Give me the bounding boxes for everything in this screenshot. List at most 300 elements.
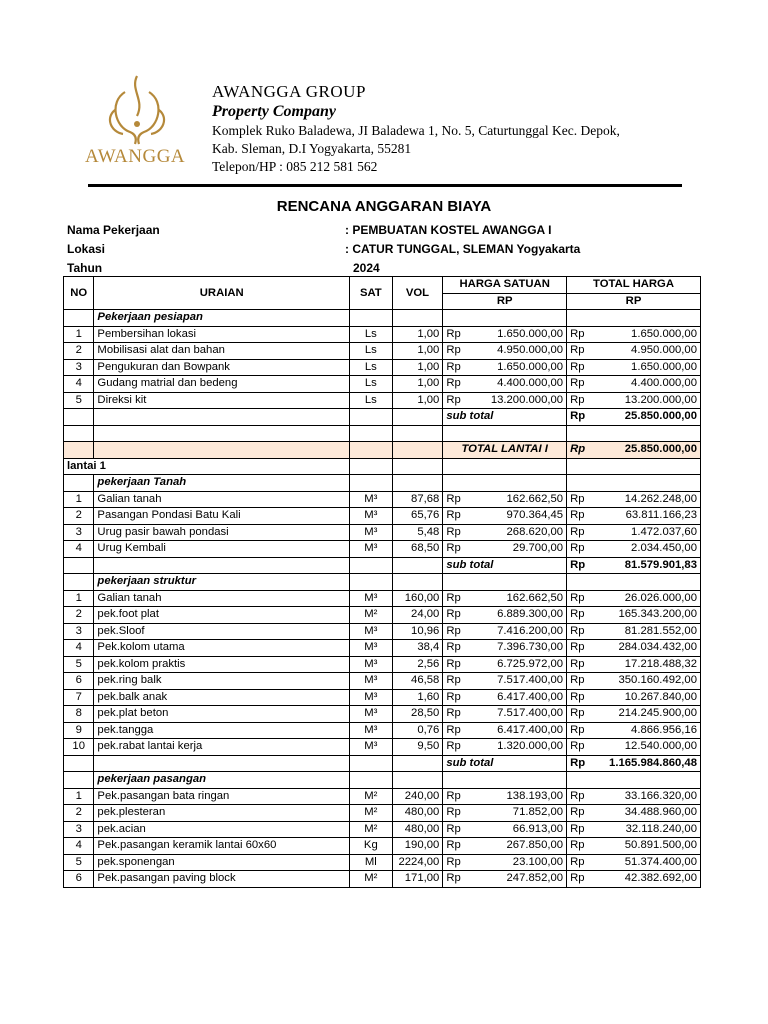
cell-sat: M² [350,871,393,888]
logo-wordmark: AWANGGA [85,146,186,167]
cell-sat: M³ [350,491,393,508]
cell-sat [350,475,393,492]
cell-total-harga: 14.262.248,00 [589,491,701,508]
cell-vol: 1,00 [392,326,443,343]
table-row [64,425,701,442]
company-subtitle: Property Company [212,103,336,120]
header-total-harga: TOTAL HARGA [567,277,701,294]
cell-harga-satuan: 162.662,50 [465,491,566,508]
cell-harga-satuan: 13.200.000,00 [465,392,566,409]
table-row [64,590,701,607]
cell-no: 5 [64,854,94,871]
cell-sat: Ls [350,343,393,360]
cell-no: 6 [64,871,94,888]
table-row [64,838,701,855]
cell-harga-satuan: 162.662,50 [465,590,566,607]
cell-sat [350,557,393,574]
cell-rp: Rp [567,722,589,739]
header-divider [88,184,682,187]
table-row [64,772,701,789]
cell-sat: M² [350,788,393,805]
cell-vol [392,574,443,591]
cell-vol: 1,00 [392,343,443,360]
cell-uraian: Pasangan Pondasi Batu Kali [94,508,350,525]
document-title: RENCANA ANGGARAN BIAYA [276,198,492,215]
cell-vol: 1,00 [392,392,443,409]
cell-sat: M³ [350,739,393,756]
cell-vol: 171,00 [392,871,443,888]
cell-vol [392,772,443,789]
cell-harga-satuan: 23.100,00 [465,854,566,871]
cell-vol [392,409,443,426]
cell-rp: Rp [443,640,465,657]
cell-harga-satuan [443,475,567,492]
table-row [64,805,701,822]
cell-harga-satuan: 29.700,00 [465,541,566,558]
cell-harga-satuan: 7.517.400,00 [465,706,566,723]
cell-vol: 65,76 [392,508,443,525]
cell-rp: Rp [567,673,589,690]
cell-no: 1 [64,590,94,607]
cell-harga-satuan: 970.364,45 [465,508,566,525]
cell-rp: Rp [443,805,465,822]
cell-harga-satuan [443,425,567,442]
cell-sat: Ls [350,376,393,393]
table-row [64,722,701,739]
cell-no [64,475,94,492]
cell-rp: Rp [567,326,589,343]
cell-uraian [94,755,350,772]
cell-uraian: Pek.pasangan bata ringan [94,788,350,805]
cell-total-harga: 34.488.960,00 [589,805,701,822]
cell-vol: 190,00 [392,838,443,855]
cell-rp: Rp [443,706,465,723]
cell-no: 3 [64,359,94,376]
cell-rp: Rp [443,689,465,706]
cell-sat: M² [350,821,393,838]
cell-total-harga [567,475,701,492]
cell-sat [350,755,393,772]
subtotal-label: sub total [443,557,567,574]
cell-harga-satuan: 6.725.972,00 [465,656,566,673]
cell-rp: Rp [567,739,589,756]
cell-sat: Ml [350,854,393,871]
table-row [64,607,701,624]
cell-rp: Rp [567,755,589,772]
cell-total-harga: 1.650.000,00 [589,326,701,343]
cell-uraian [94,409,350,426]
section-title: pekerjaan pasangan [94,772,350,789]
cell-no: 4 [64,838,94,855]
cell-no: 1 [64,788,94,805]
cell-rp: Rp [443,359,465,376]
cell-rp: Rp [567,706,589,723]
table-row [64,359,701,376]
cell-total-harga: 26.026.000,00 [589,590,701,607]
cell-uraian: pek.acian [94,821,350,838]
grand-total-value: 25.850.000,00 [589,442,701,459]
cell-no: 5 [64,392,94,409]
cell-uraian: pek.plat beton [94,706,350,723]
cell-no [64,409,94,426]
table-row [64,541,701,558]
cell-uraian: pek.balk anak [94,689,350,706]
cell-vol: 10,96 [392,623,443,640]
cell-harga-satuan: 6.417.400,00 [465,689,566,706]
cell-sat [350,574,393,591]
cell-no: 3 [64,524,94,541]
cell-vol: 87,68 [392,491,443,508]
cell-total-harga: 17.218.488,32 [589,656,701,673]
cell-uraian: pek.rabat lantai kerja [94,739,350,756]
cell-total-harga: 2.034.450,00 [589,541,701,558]
cell-harga-satuan: 7.517.400,00 [465,673,566,690]
cell-vol: 1,00 [392,359,443,376]
cell-rp: Rp [443,673,465,690]
cell-sat: M³ [350,623,393,640]
cell-sat: M³ [350,656,393,673]
cell-uraian: Pengukuran dan Bowpank [94,359,350,376]
cell-uraian: pek.Sloof [94,623,350,640]
cell-no [64,425,94,442]
cell-vol: 68,50 [392,541,443,558]
cell-uraian: Pek.pasangan keramik lantai 60x60 [94,838,350,855]
table-row [64,739,701,756]
cell-rp: Rp [567,541,589,558]
table-row [64,854,701,871]
cell-total-harga: 32.118.240,00 [589,821,701,838]
cell-uraian: Direksi kit [94,392,350,409]
cell-harga-satuan [443,574,567,591]
cell-total-harga: 33.166.320,00 [589,788,701,805]
cell-no: 4 [64,376,94,393]
meta-value: : PEMBUATAN KOSTEL AWANGGA I [345,223,552,237]
cell-uraian: Galian tanah [94,491,350,508]
cell-rp: Rp [567,590,589,607]
table-row [64,755,701,772]
table-row [64,508,701,525]
budget-table-body [64,310,701,888]
cell-harga-satuan: 66.913,00 [465,821,566,838]
subtotal-label: sub total [443,409,567,426]
cell-harga-satuan: 4.400.000,00 [465,376,566,393]
cell-rp: Rp [567,442,589,459]
cell-uraian: Mobilisasi alat dan bahan [94,343,350,360]
cell-total-harga [567,574,701,591]
table-row [64,475,701,492]
cell-sat [350,442,393,459]
cell-vol: 480,00 [392,805,443,822]
meta-label: Lokasi [67,242,106,256]
grand-total-label: TOTAL LANTAI I [443,442,567,459]
cell-sat: Ls [350,392,393,409]
cell-total-harga: 51.374.400,00 [589,854,701,871]
cell-rp: Rp [567,871,589,888]
cell-no: 5 [64,656,94,673]
cell-total-harga [567,425,701,442]
cell-uraian: Urug Kembali [94,541,350,558]
cell-uraian: Pek.kolom utama [94,640,350,657]
cell-harga-satuan: 138.193,00 [465,788,566,805]
cell-harga-satuan: 1.650.000,00 [465,359,566,376]
table-row [64,343,701,360]
cell-sat: M³ [350,706,393,723]
cell-vol [392,310,443,327]
cell-uraian: pek.plesteran [94,805,350,822]
cell-total-harga: 214.245.900,00 [589,706,701,723]
cell-rp: Rp [567,838,589,855]
header-no: NO [64,277,94,310]
cell-vol [392,442,443,459]
cell-uraian: pek.ring balk [94,673,350,690]
table-row [64,574,701,591]
company-phone: Telepon/HP : 085 212 581 562 [212,159,378,174]
subtotal-label: sub total [443,755,567,772]
header-vol: VOL [392,277,443,310]
cell-no [64,310,94,327]
meta-label: Tahun [67,261,103,275]
cell-rp: Rp [443,722,465,739]
cell-vol: 1,00 [392,376,443,393]
cell-vol: 1,60 [392,689,443,706]
cell-rp: Rp [567,788,589,805]
cell-no: 9 [64,722,94,739]
cell-total-harga [567,458,701,475]
cell-sat: Ls [350,326,393,343]
cell-harga-satuan [443,772,567,789]
cell-total-harga: 1.650.000,00 [589,359,701,376]
cell-no [64,755,94,772]
cell-rp: Rp [443,491,465,508]
header-uraian: URAIAN [94,277,350,310]
budget-table [63,276,701,888]
cell-no: 2 [64,805,94,822]
cell-rp: Rp [567,623,589,640]
table-row [64,392,701,409]
cell-vol: 38,4 [392,640,443,657]
cell-rp: Rp [443,838,465,855]
cell-sat: M³ [350,673,393,690]
cell-vol: 9,50 [392,739,443,756]
cell-vol [392,458,443,475]
subtotal-value: 81.579.901,83 [589,557,701,574]
cell-uraian [94,425,350,442]
cell-rp: Rp [567,854,589,871]
cell-total-harga: 10.267.840,00 [589,689,701,706]
cell-uraian: Urug pasir bawah pondasi [94,524,350,541]
cell-no: 10 [64,739,94,756]
cell-total-harga: 81.281.552,00 [589,623,701,640]
cell-rp: Rp [443,788,465,805]
cell-vol: 240,00 [392,788,443,805]
cell-total-harga [567,310,701,327]
cell-uraian: pek.kolom praktis [94,656,350,673]
cell-rp: Rp [567,409,589,426]
cell-vol: 24,00 [392,607,443,624]
cell-rp: Rp [567,607,589,624]
company-name: AWANGGA GROUP [212,82,366,101]
letterhead [75,72,695,182]
meta-row [67,242,581,256]
cell-uraian: pek.foot plat [94,607,350,624]
cell-rp: Rp [567,524,589,541]
cell-rp: Rp [443,656,465,673]
cell-sat: M² [350,805,393,822]
cell-uraian: pek.sponengan [94,854,350,871]
meta-row [67,223,552,237]
company-logo [75,72,200,182]
cell-sat: Ls [350,359,393,376]
cell-uraian [94,557,350,574]
table-row [64,689,701,706]
cell-harga-satuan: 268.620,00 [465,524,566,541]
meta-row [67,261,380,275]
table-row [64,557,701,574]
cell-vol [392,475,443,492]
cell-sat [350,310,393,327]
cell-vol [392,425,443,442]
header-sat: SAT [350,277,393,310]
cell-harga-satuan [443,458,567,475]
cell-harga-satuan: 6.417.400,00 [465,722,566,739]
cell-rp: Rp [443,821,465,838]
cell-rp: Rp [443,854,465,871]
cell-vol: 480,00 [392,821,443,838]
table-row [64,409,701,426]
cell-total-harga: 13.200.000,00 [589,392,701,409]
table-row [64,623,701,640]
cell-no [64,772,94,789]
cell-harga-satuan: 1.320.000,00 [465,739,566,756]
cell-harga-satuan [443,310,567,327]
floor-title: lantai 1 [64,458,350,475]
cell-vol: 2,56 [392,656,443,673]
cell-no: 2 [64,508,94,525]
meta-value: 2024 [353,261,380,275]
cell-rp: Rp [567,491,589,508]
cell-sat [350,425,393,442]
cell-total-harga: 284.034.432,00 [589,640,701,657]
header-rp: RP [443,293,567,310]
company-address-2: Kab. Sleman, D.I Yogyakarta, 55281 [212,141,412,156]
cell-no: 8 [64,706,94,723]
cell-sat: M³ [350,524,393,541]
cell-total-harga: 350.160.492,00 [589,673,701,690]
cell-no [64,442,94,459]
subtotal-value: 1.165.984.860,48 [589,755,701,772]
cell-vol: 0,76 [392,722,443,739]
cell-sat: Kg [350,838,393,855]
cell-rp: Rp [443,871,465,888]
table-row [64,640,701,657]
table-row [64,524,701,541]
cell-total-harga: 4.950.000,00 [589,343,701,360]
cell-harga-satuan: 7.396.730,00 [465,640,566,657]
cell-rp: Rp [443,524,465,541]
cell-vol: 5,48 [392,524,443,541]
cell-sat [350,772,393,789]
cell-no: 3 [64,623,94,640]
table-row [64,326,701,343]
cell-rp: Rp [443,343,465,360]
company-address-1: Komplek Ruko Baladewa, JI Baladewa 1, No. 5, Caturtunggal Kec. Depok, [212,123,620,138]
cell-no [64,557,94,574]
cell-rp: Rp [443,392,465,409]
cell-rp: Rp [567,508,589,525]
cell-no: 6 [64,673,94,690]
cell-vol: 2224,00 [392,854,443,871]
cell-sat [350,409,393,426]
cell-harga-satuan: 7.416.200,00 [465,623,566,640]
meta-label: Nama Pekerjaan [67,223,160,237]
cell-total-harga: 4.866.956,16 [589,722,701,739]
cell-sat: M² [350,607,393,624]
cell-uraian: Gudang matrial dan bedeng [94,376,350,393]
cell-total-harga [567,772,701,789]
cell-rp: Rp [567,376,589,393]
table-row [64,788,701,805]
cell-uraian: pek.tangga [94,722,350,739]
section-title: pekerjaan Tanah [94,475,350,492]
table-row [64,656,701,673]
cell-harga-satuan: 267.850,00 [465,838,566,855]
table-row [64,310,701,327]
section-title: pekerjaan struktur [94,574,350,591]
cell-harga-satuan: 71.852,00 [465,805,566,822]
cell-no: 2 [64,343,94,360]
cell-rp: Rp [567,557,589,574]
cell-no [64,574,94,591]
cell-rp: Rp [443,607,465,624]
table-row [64,442,701,459]
table-row [64,491,701,508]
cell-uraian: Galian tanah [94,590,350,607]
header-harga-satuan: HARGA SATUAN [443,277,567,294]
cell-sat: M³ [350,689,393,706]
cell-uraian [94,442,350,459]
cell-sat [350,458,393,475]
cell-rp: Rp [443,376,465,393]
cell-sat: M³ [350,590,393,607]
cell-vol: 46,58 [392,673,443,690]
cell-no: 2 [64,607,94,624]
cell-harga-satuan: 247.852,00 [465,871,566,888]
table-row [64,706,701,723]
cell-rp: Rp [443,623,465,640]
cell-harga-satuan: 4.950.000,00 [465,343,566,360]
cell-rp: Rp [567,689,589,706]
cell-rp: Rp [567,805,589,822]
table-row [64,871,701,888]
cell-total-harga: 42.382.692,00 [589,871,701,888]
table-row [64,458,701,475]
cell-vol: 28,50 [392,706,443,723]
cell-rp: Rp [443,541,465,558]
cell-sat: M³ [350,541,393,558]
header-rp: RP [567,293,701,310]
cell-harga-satuan: 6.889.300,00 [465,607,566,624]
cell-sat: M³ [350,722,393,739]
cell-total-harga: 12.540.000,00 [589,739,701,756]
table-row [64,673,701,690]
cell-rp: Rp [567,656,589,673]
subtotal-value: 25.850.000,00 [589,409,701,426]
cell-no: 4 [64,541,94,558]
cell-total-harga: 4.400.000,00 [589,376,701,393]
cell-harga-satuan: 1.650.000,00 [465,326,566,343]
cell-vol [392,755,443,772]
cell-no: 1 [64,326,94,343]
